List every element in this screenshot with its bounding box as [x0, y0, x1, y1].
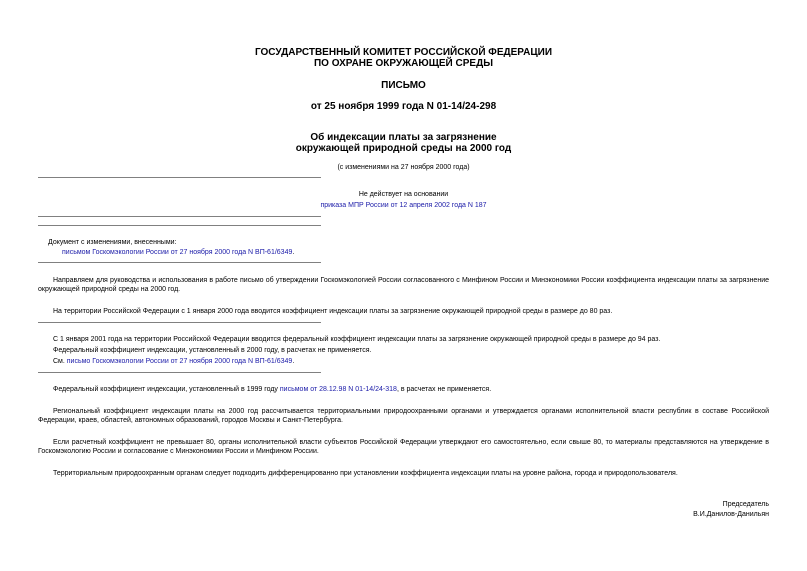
divider — [38, 216, 321, 217]
doc-date-number: от 25 ноября 1999 года N 01-14/24-298 — [310, 101, 497, 112]
divider — [38, 322, 321, 323]
paragraph-9: Территориальным природоохранным органам следует подходить дифференцированно при установлении коэффициента индексации платы на уровне района, города и природопользователя. — [53, 470, 678, 477]
paragraph-2: На территории Российской Федерации с 1 января 2000 года вводится коэффициент индексации платы за загрязнение окружающей природной среды в размере до 80 раз. — [53, 308, 613, 315]
signature-position: Председатель — [722, 501, 769, 508]
status-line: Не действует на основании — [358, 191, 449, 198]
paragraph-5-link[interactable]: письмо Госкомэкологии России от 27 ноября 2000 года N ВП-61/6349 — [66, 358, 293, 365]
doc-title-line2: окружающей природной среды на 2000 год — [295, 143, 512, 154]
signature-name: В.И.Данилов-Данильян — [693, 511, 769, 518]
divider — [38, 225, 321, 226]
divider — [38, 177, 321, 178]
amended-label: Документ с изменениями, внесенными: — [48, 239, 177, 246]
paragraph-6-link[interactable]: письмом от 28.12.98 N 01-14/24-318 — [279, 386, 397, 393]
amended-link[interactable]: письмом Госкомэкологии России от 27 ноября 2000 года N ВП-61/6349 — [62, 249, 293, 256]
paragraph-3: С 1 января 2001 года на территории Российской Федерации вводится федеральный коэффициент индексации платы за загрязнение окружающей природной среды в размере до 94 раз. — [53, 336, 661, 343]
org-name-line1: ГОСУДАРСТВЕННЫЙ КОМИТЕТ РОССИЙСКОЙ ФЕДЕРАЦИИ — [254, 47, 553, 58]
divider — [38, 262, 321, 263]
changes-note: (с изменениями на 27 ноября 2000 года) — [337, 164, 470, 171]
doc-type: ПИСЬМО — [381, 80, 426, 91]
paragraph-6 — [38, 385, 769, 394]
doc-title-line1: Об индексации платы за загрязнение — [310, 132, 497, 143]
paragraph-4: Федеральный коэффициент индексации, установленный в 2000 году, в расчетах не применяется. — [53, 347, 372, 354]
paragraph-5 — [38, 357, 769, 366]
paragraph-5-prefix: См. — [53, 358, 67, 365]
paragraph-5-suffix: . — [292, 358, 295, 365]
paragraph-1: Направляем для руководства и использования в работе письмо об утверждении Госкомэкологией России согласованного с Минфином России и Минэкономики России коэффициента индексации платы за загрязнение окружающей природной среды на 2000 год. — [38, 277, 769, 294]
status-link[interactable]: приказа МПР России от 12 апреля 2002 года N 187 — [320, 202, 487, 209]
org-name-line2: ПО ОХРАНЕ ОКРУЖАЮЩЕЙ СРЕДЫ — [313, 58, 493, 69]
paragraph-6-suffix: , в расчетах не применяется. — [396, 386, 492, 393]
divider — [38, 372, 321, 373]
paragraph-6-prefix: Федеральный коэффициент индексации, установленный в 1999 году — [53, 386, 280, 393]
paragraph-7: Региональный коэффициент индексации платы на 2000 год рассчитывается территориальными природоохранными органами и утверждается органами исполнительной власти республик в составе Российской Федерации, краев, областей, автономных образований, городов Москвы и Санкт-Петербурга. — [38, 408, 769, 425]
amended-suffix: . — [292, 249, 295, 256]
paragraph-8: Если расчетный коэффициент не превышает 80, органы исполнительной власти субъектов Российской Федерации утверждают его самостоятельно, если свыше 80, то материалы представляются на утверждение в Госкомэкологию России и согласование с Минэкономики России и Минфином России. — [38, 439, 769, 456]
